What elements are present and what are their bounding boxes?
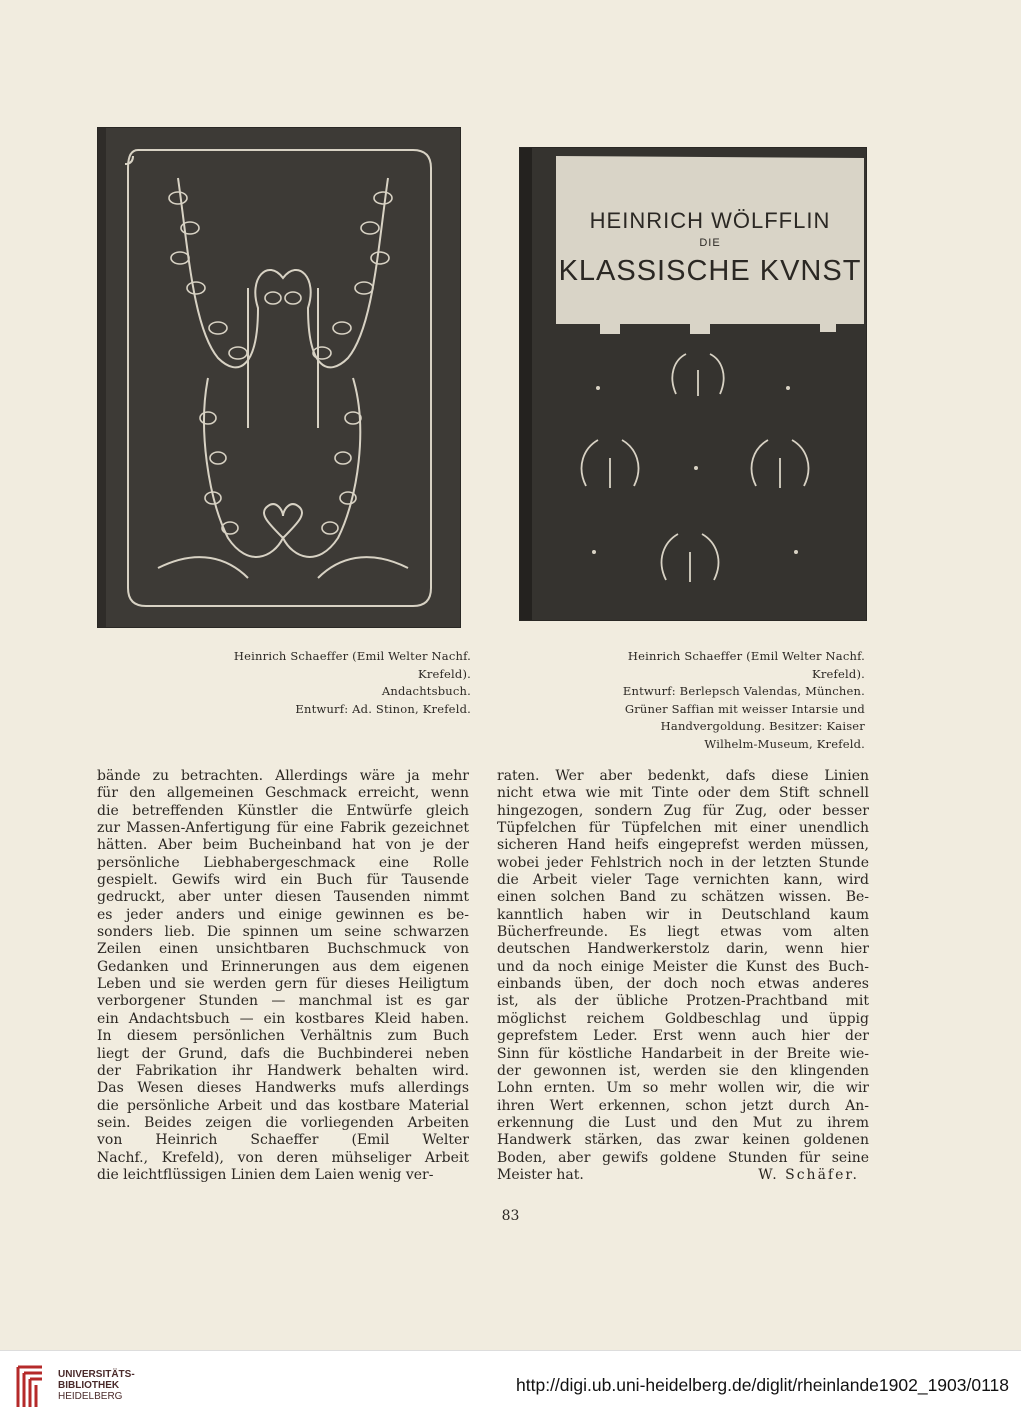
text-line: nicht etwa wie mit Tinte oder dem Stift schnell	[497, 785, 869, 802]
caption-line: Krefeld).	[812, 666, 865, 681]
cover-title-line1: HEINRICH WÖLFFLIN	[589, 208, 831, 233]
cover-title-line2: DIE	[699, 237, 721, 249]
caption-line: Krefeld).	[418, 666, 471, 681]
text-line: ihren Wert erkennen, schon jetzt durch An-	[497, 1097, 869, 1114]
text-line: ist, als der übliche Protzen-Prachtband mit	[497, 993, 869, 1010]
text-line: wobei jeder Fehlstrich noch in der letzten Stunde	[497, 854, 869, 871]
text-line: und da noch einige Meister die Kunst des Buch-	[497, 958, 869, 975]
book-cover-image-left	[98, 128, 460, 627]
library-name-line: BIBLIOTHEK	[58, 1380, 120, 1391]
caption-line: Handvergoldung. Besitzer: Kaiser	[660, 719, 865, 734]
text-line: der gewonnen ist, werden sie den klingenden	[497, 1062, 869, 1079]
laurel-wreath-ornament-icon	[520, 148, 866, 620]
text-line: Leben und sie werden gern für dieses Heiligtum	[97, 976, 469, 993]
text-line: einen solchen Band zu schätzen wissen. Be-	[497, 889, 869, 906]
text-line: die betreffenden Künstler die Entwürfe gleich	[97, 802, 469, 819]
library-footer	[0, 1350, 1021, 1424]
library-name	[58, 1369, 135, 1402]
body-column-left	[97, 768, 469, 1184]
page-number: 83	[501, 1208, 520, 1224]
book-cover-image-right	[520, 148, 866, 620]
caption-line: Wilhelm-Museum, Krefeld.	[704, 736, 865, 751]
signoff-line	[497, 1167, 869, 1184]
text-line: der Fabrikation ihr Handwerk behalten wird.	[97, 1062, 469, 1079]
text-line: sein. Beides zeigen die vorliegenden Arbeiten	[97, 1114, 469, 1131]
text-line: gespielt. Gewifs wird ein Buch für Tausende	[97, 872, 469, 889]
caption-right	[545, 648, 865, 754]
text-line: bände zu betrachten. Allerdings wäre ja mehr	[97, 768, 469, 784]
text-line: raten. Wer aber bedenkt, dafs diese Linien	[497, 768, 869, 784]
text-line: Lohn ernten. Um so mehr wollen wir, die wir	[497, 1080, 869, 1097]
caption-line: Heinrich Schaeffer (Emil Welter Nachf.	[627, 649, 865, 663]
body-column-right	[497, 768, 869, 1184]
library-name-line: UNIVERSITÄTS-	[58, 1369, 135, 1380]
text-line: In diesem persönlichen Verhältnis zum Buch	[97, 1028, 469, 1045]
text-line: erkennung die Lust und den Mut zu ihrem	[497, 1114, 869, 1131]
text-line: Sinn für köstliche Handarbeit in der Breite wie-	[497, 1045, 869, 1062]
text-line: gedruckt, aber unter diesen Tausenden nimmt	[97, 889, 469, 906]
text-line: Bücherfreunde. Es liegt etwas vom alten	[497, 924, 869, 941]
caption-line: Entwurf: Ad. Stinon, Krefeld.	[295, 701, 471, 716]
text-line: die Arbeit vieler Tage vernichten kann, wird	[497, 872, 869, 889]
text-line: es jeder anders und einige gewinnen es be-	[97, 906, 469, 923]
text-line: ein Andachtsbuch — ein kostbares Kleid haben.	[97, 1010, 469, 1027]
text-line: von Heinrich Schaeffer (Emil Welter	[97, 1132, 469, 1149]
library-name-line: HEIDELBERG	[58, 1391, 123, 1402]
text-line: liegt der Grund, dafs die Buchbinderei neben	[97, 1045, 469, 1062]
text-line: persönliche Liebhabergeschmack eine Rolle	[97, 854, 469, 871]
text-line: geprefstem Leder. Erst wenn auch hier der	[497, 1028, 869, 1045]
text-line: Boden, aber gewifs goldene Stunden für seine	[497, 1149, 869, 1166]
text-line: verborgener Stunden — manchmal ist es gar	[97, 993, 469, 1010]
caption-line: Grüner Saffian mit weisser Intarsie und	[624, 701, 865, 716]
text-line: Handwerk stärken, das zwar keinen goldenen	[497, 1132, 869, 1149]
text-line: einbands üben, der doch noch etwas anderes	[497, 976, 869, 993]
caption-line: Andachtsbuch.	[381, 684, 471, 699]
thorn-vine-ornament-icon	[98, 128, 460, 627]
text-line: die leichtflüssigen Linien dem Laien wenig ver-	[97, 1166, 434, 1183]
caption-left	[171, 648, 471, 718]
cover-title-line3: KLASSISCHE KVNST	[558, 255, 862, 287]
text-line: zur Massen-Anfertigung für eine Fabrik gezeichnet	[97, 820, 469, 837]
text-line: Tüpfelchen für Tüpfelchen mit einer unendlich	[497, 820, 869, 837]
text-line: sonders lieb. Die spinnen um seine schwarzen	[97, 924, 469, 941]
text-line: hätten. Aber beim Bucheinband hat von je der	[97, 837, 469, 854]
text-line: kanntlich haben wir in Deutschland kaum	[497, 906, 869, 923]
caption-line: Entwurf: Berlepsch Valendas, München.	[622, 684, 865, 699]
closing-text: Meister hat.	[497, 1166, 584, 1183]
text-line: möglichst reichem Goldbeschlag und üppig	[497, 1010, 869, 1027]
caption-line: Heinrich Schaeffer (Emil Welter Nachf.	[233, 649, 471, 663]
text-line: hingezogen, sondern Zug für Zug, oder besser	[497, 802, 869, 819]
text-line: Nachf., Krefeld), von deren mühseliger Arbeit	[97, 1149, 469, 1166]
text-line: sicheren Hand heifs eingeprefst werden müssen,	[497, 837, 869, 854]
text-line: Gedanken und Erinnerungen aus dem eigenen	[97, 958, 469, 975]
text-line: deutschen Handwerkerstolz darin, wenn hier	[497, 941, 869, 958]
source-url-link[interactable]: http://digi.ub.uni-heidelberg.de/diglit/rheinlande1902_1903/0118	[516, 1375, 1009, 1395]
text-line: die persönliche Arbeit und das kostbare Material	[97, 1097, 469, 1114]
text-line: Das Wesen dieses Handwerks mufs allerdings	[97, 1080, 469, 1097]
author-signature: W. Schäfer.	[758, 1166, 859, 1183]
text-line: Zeilen einen unsichtbaren Buchschmuck von	[97, 941, 469, 958]
library-logo-icon	[14, 1363, 48, 1411]
text-line: für den allgemeinen Geschmack erreicht, wenn	[97, 785, 469, 802]
